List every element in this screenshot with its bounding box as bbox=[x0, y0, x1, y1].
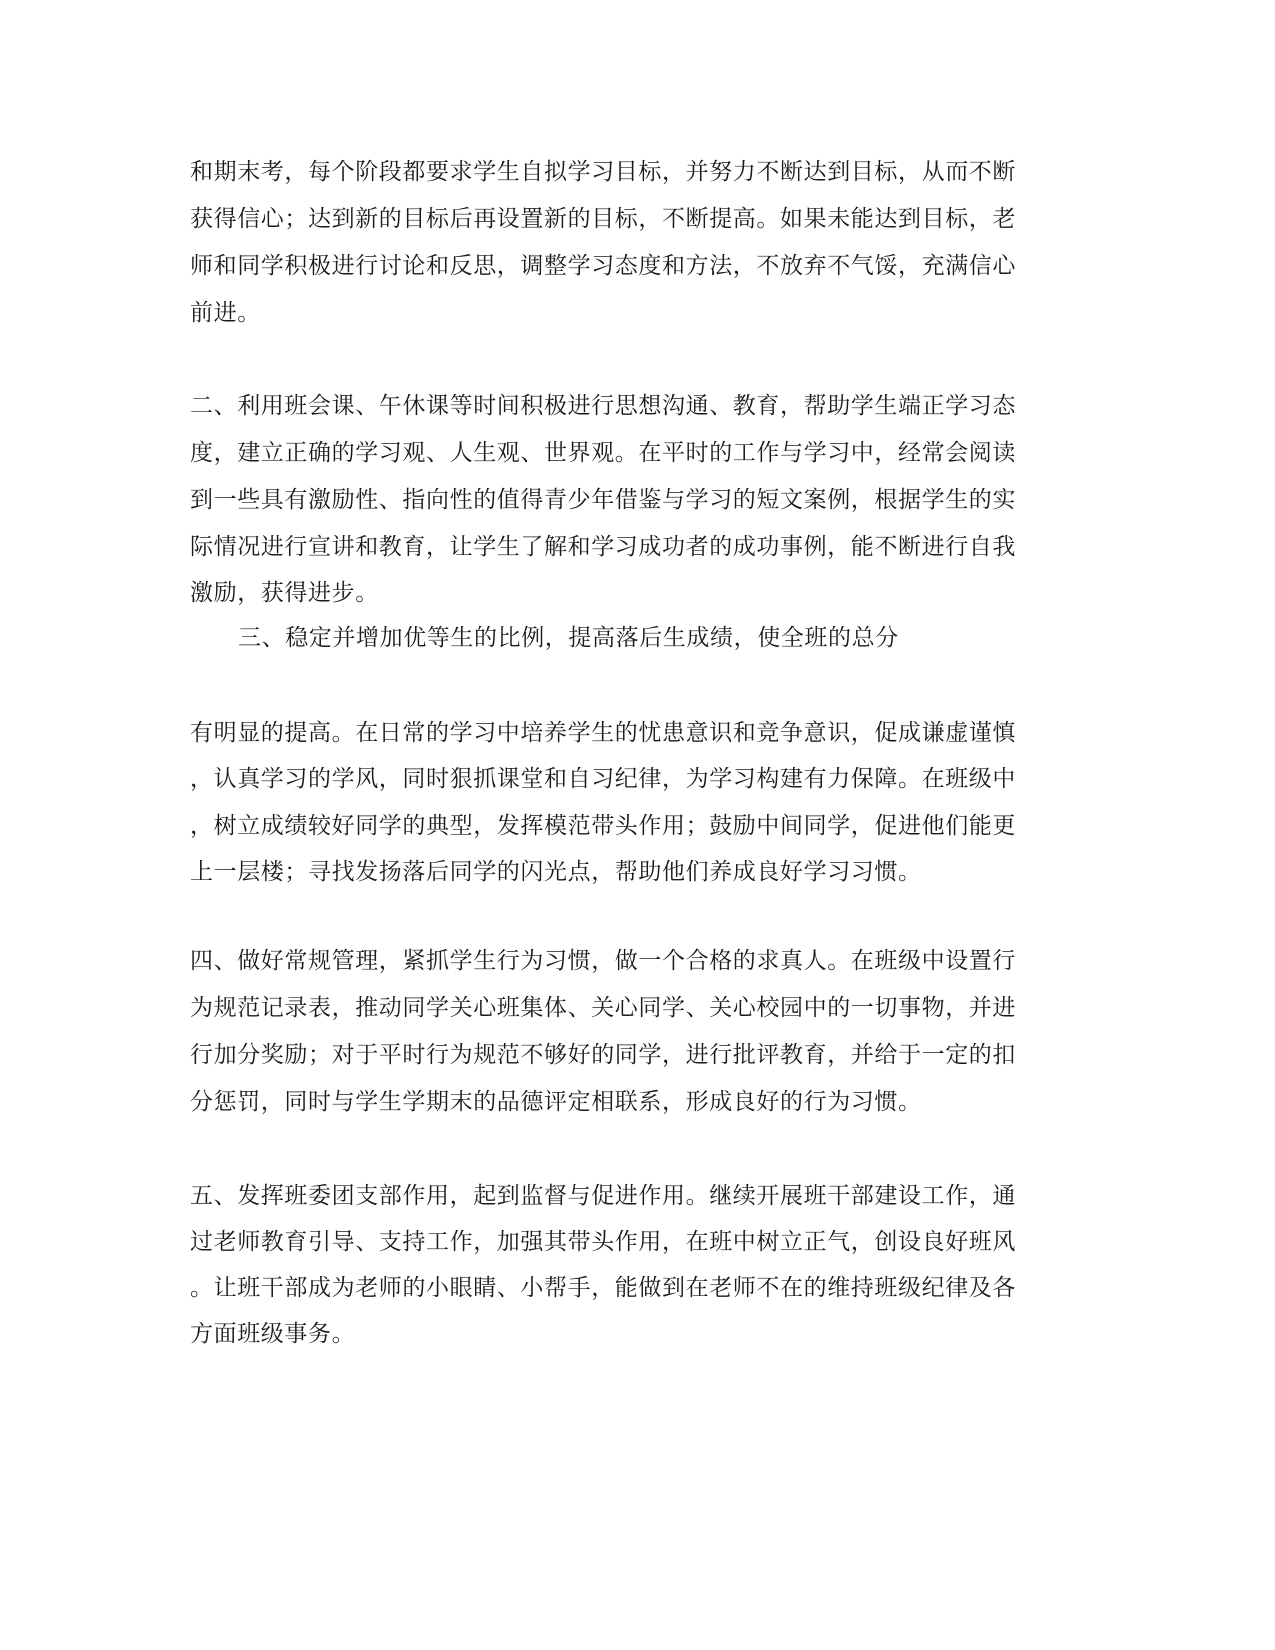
text-line: 四、做好常规管理，紧抓学生行为习惯，做一个合格的求真人。在班级中设置行 bbox=[190, 948, 1016, 974]
text-line: ，认真学习的学风，同时狠抓课堂和自习纪律，为学习构建有力保障。在班级中 bbox=[190, 766, 1016, 792]
text-line: 获得信心；达到新的目标后再设置新的目标，不断提高。如果未能达到目标，老 bbox=[190, 206, 1016, 232]
text-line: 。让班干部成为老师的小眼睛、小帮手，能做到在老师不在的维持班级纪律及各 bbox=[190, 1275, 1016, 1301]
text-line: 有明显的提高。在日常的学习中培养学生的忧患意识和竞争意识，促成谦虚谨慎 bbox=[190, 720, 1016, 746]
text-line: 激励，获得进步。 bbox=[190, 580, 379, 606]
section-heading-line: 三、稳定并增加优等生的比例，提高落后生成绩，使全班的总分 bbox=[238, 625, 899, 651]
text-line: 际情况进行宣讲和教育，让学生了解和学习成功者的成功事例，能不断进行自我 bbox=[190, 534, 1016, 560]
text-line: ，树立成绩较好同学的典型，发挥模范带头作用；鼓励中间同学，促进他们能更 bbox=[190, 813, 1016, 839]
text-line: 为规范记录表，推动同学关心班集体、关心同学、关心校园中的一切事物，并进 bbox=[190, 995, 1016, 1021]
text-line: 二、利用班会课、午休课等时间积极进行思想沟通、教育，帮助学生端正学习态 bbox=[190, 393, 1016, 419]
text-line: 和期末考，每个阶段都要求学生自拟学习目标，并努力不断达到目标，从而不断 bbox=[190, 159, 1016, 185]
text-line: 师和同学积极进行讨论和反思，调整学习态度和方法，不放弃不气馁，充满信心 bbox=[190, 253, 1016, 279]
text-line: 五、发挥班委团支部作用，起到监督与促进作用。继续开展班干部建设工作，通 bbox=[190, 1183, 1016, 1209]
text-line: 分惩罚，同时与学生学期末的品德评定相联系，形成良好的行为习惯。 bbox=[190, 1089, 922, 1115]
text-line: 前进。 bbox=[190, 300, 261, 326]
text-line: 到一些具有激励性、指向性的值得青少年借鉴与学习的短文案例，根据学生的实 bbox=[190, 487, 1016, 513]
text-line: 上一层楼；寻找发扬落后同学的闪光点，帮助他们养成良好学习习惯。 bbox=[190, 859, 922, 885]
text-line: 行加分奖励；对于平时行为规范不够好的同学，进行批评教育，并给于一定的扣 bbox=[190, 1042, 1016, 1068]
text-line: 度，建立正确的学习观、人生观、世界观。在平时的工作与学习中，经常会阅读 bbox=[190, 440, 1016, 466]
text-line: 过老师教育引导、支持工作，加强其带头作用，在班中树立正气，创设良好班风 bbox=[190, 1229, 1016, 1255]
text-line: 方面班级事务。 bbox=[190, 1321, 356, 1347]
